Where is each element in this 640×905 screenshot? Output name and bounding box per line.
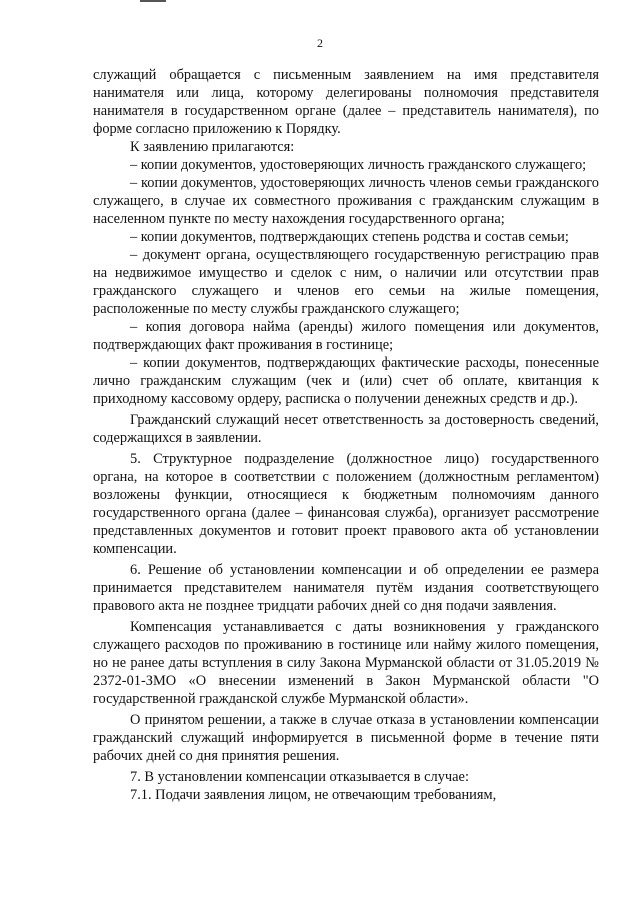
paragraph: Гражданский служащий несет ответственность за достоверность сведений, содержащихся в заявлении.	[93, 412, 599, 446]
paragraph: Компенсация устанавливается с даты возникновения у гражданского служащего расходов по проживанию в гостинице или найму жилого помещения, но не ранее даты вступления в силу Закона Мурманской области от 31.05.2019 № 2372-01-ЗМО «О внесении изменений в Закон Мурманской области "О государственной гражданской службе Мурманской области».	[93, 619, 599, 707]
paragraph: 7.1. Подачи заявления лицом, не отвечающим требованиям,	[130, 787, 497, 803]
list-item: – копии документов, удостоверяющих личность гражданского служащего;	[130, 157, 587, 173]
page-number: 2	[317, 36, 323, 50]
list-item: – копии документов, подтверждающих степень родства и состав семьи;	[130, 229, 569, 245]
paragraph: 7. В установлении компенсации отказывается в случае:	[130, 769, 469, 785]
paragraph: служащий обращается с письменным заявлением на имя представителя нанимателя или лица, которому делегированы полномочия представителя нанимателя в государственном органе (далее – представитель нанимателя), по форме согласно приложению к Порядку.	[93, 67, 599, 137]
list-item: – копии документов, подтверждающих фактические расходы, понесенные лично гражданским служащим (чек и (или) счет об оплате, квитанция к приходному кассовому ордеру, расписка о получении денежных средств и др.).	[93, 355, 599, 407]
scan-mark	[140, 0, 166, 2]
paragraph: 6. Решение об установлении компенсации и об определении ее размера принимается представителем нанимателя путём издания соответствующего правового акта не позднее тридцати рабочих дней со дня подачи заявления.	[93, 562, 599, 614]
paragraph: К заявлению прилагаются:	[130, 139, 295, 155]
list-item: – копии документов, удостоверяющих личность членов семьи гражданского служащего, в случае их совместного проживания с гражданским служащим в населенном пункте по месту нахождения государственного органа;	[93, 175, 599, 227]
list-item: – документ органа, осуществляющего государственную регистрацию прав на недвижимое имущество и сделок с ним, о наличии или отсутствии прав гражданского служащего и членов его семьи на жилые помещения, расположенные по месту службы гражданского служащего;	[93, 247, 599, 317]
list-item: – копия договора найма (аренды) жилого помещения или документов, подтверждающих факт проживания в гостинице;	[93, 319, 599, 353]
paragraph: О принятом решении, а также в случае отказа в установлении компенсации гражданский служащий информируется в письменной форме в течение пяти рабочих дней со дня принятия решения.	[93, 712, 599, 764]
paragraph: 5. Структурное подразделение (должностное лицо) государственного органа, на которое в соответствии с положением (должностным регламентом) возложены функции, относящиеся к бюджетным полномочиям данного государственного органа (далее – финансовая служба), организует рассмотрение представленных документов и готовит проект правового акта об установлении компенсации.	[93, 451, 599, 557]
document-body	[93, 66, 599, 804]
